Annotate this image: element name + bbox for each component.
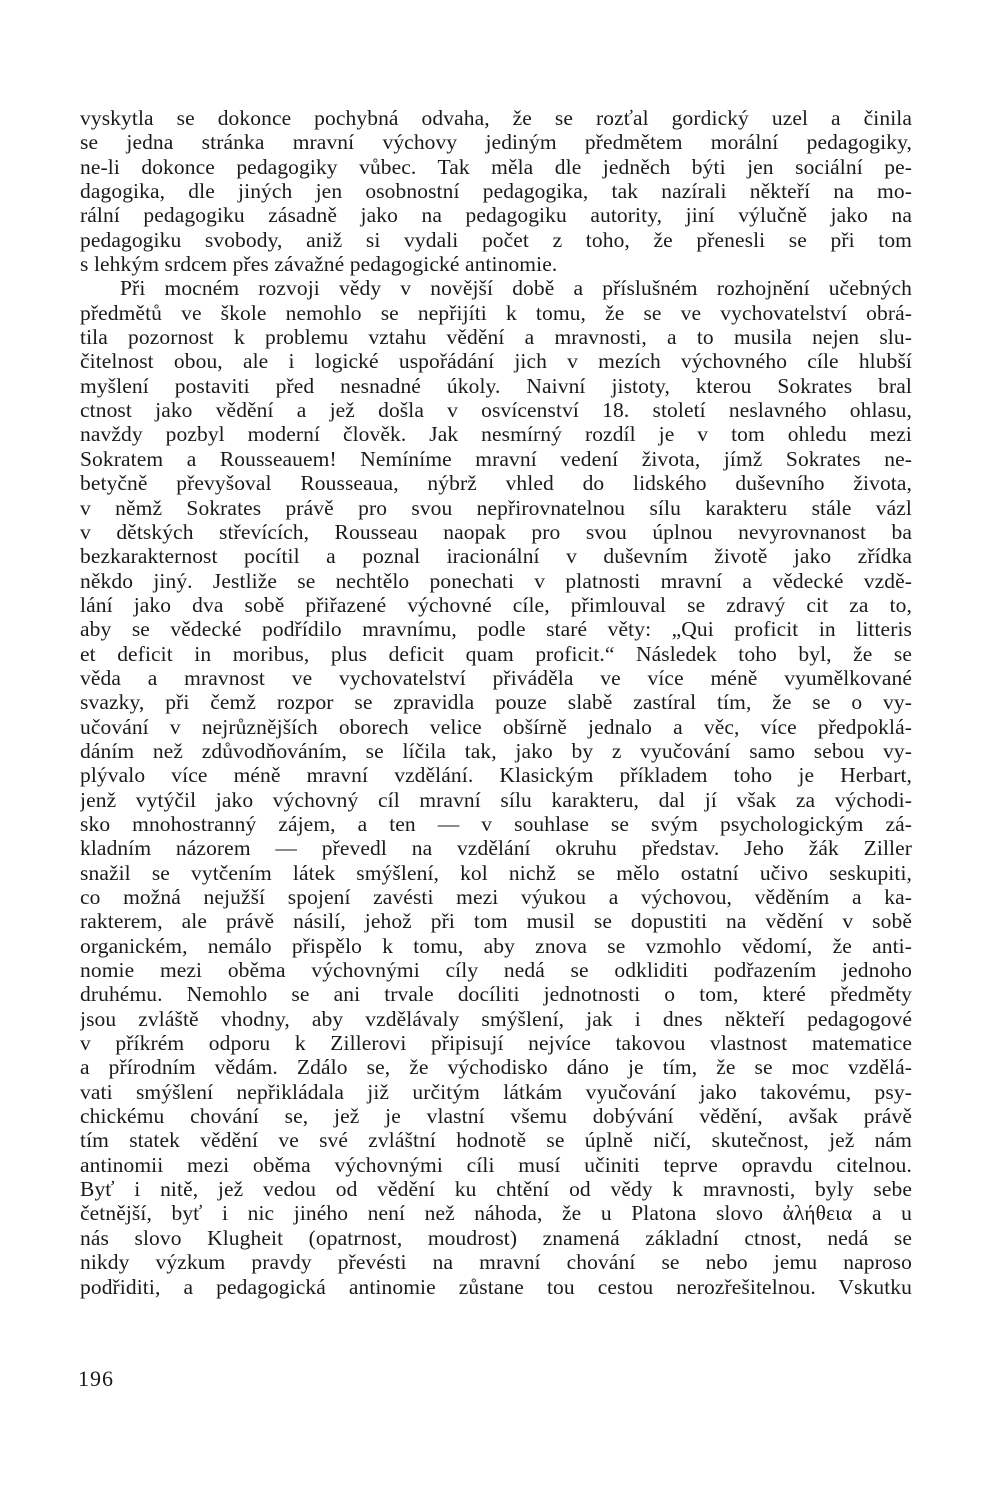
text-line: navždy pozbyl moderní člověk. Jak nesmírný rozdíl je v tom ohledu mezi <box>80 422 912 447</box>
paragraph-1 <box>80 106 912 276</box>
text-line: vyskytla se dokonce pochybná odvaha, že se rozťal gordický uzel a činila <box>80 106 912 130</box>
text-line: ctnost jako vědění a jež došla v osvícenství 18. století neslavného ohlasu, <box>80 398 912 423</box>
text-line: lání jako dva sobě přiřazené výchovné cíle, přimlouval se zdravý cit za to, <box>80 592 912 617</box>
text-line: pedagogiku svobody, aniž si vydali počet z toho, že přenesli se při tom <box>80 227 912 252</box>
text-line: tila pozornost k problemu vztahu vědění a mravnosti, a to musila nejen slu- <box>80 325 912 350</box>
text-line: nás slovo Klugheit (opatrnost, moudrost) znamená základní ctnost, nedá se <box>80 1225 912 1250</box>
text-line: aby se vědecké podřídilo mravnímu, podle staré věty: „Qui proficit in litteris <box>80 617 912 642</box>
text-line: ne-li dokonce pedagogiky vůbec. Tak měla dle jedněch býti jen sociální pe- <box>80 154 912 179</box>
text-line: bezkarakternost pocítil a poznal iracionální v duševním životě jako zřídka <box>80 544 912 569</box>
text-line: v dětských střevících, Rousseau naopak pro svou úplnou nevyrovnanost ba <box>80 519 912 544</box>
text-line: nomie mezi oběma výchovnými cíly nedá se odkliditi podřazením jednoho <box>80 958 912 983</box>
text-line: tím statek vědění ve své zvláštní hodnotě se úplně ničí, skutečnost, jež nám <box>80 1128 912 1153</box>
text-line: a přírodním vědám. Zdálo se, že východisko dáno je tím, že se moc vzdělá- <box>80 1055 912 1080</box>
text-line: organickém, nemálo přispělo k tomu, aby znova se vzmohlo vědomí, že anti- <box>80 933 912 958</box>
text-line: betyčně převyšoval Rousseaua, nýbrž vhled do lidského duševního života, <box>80 471 912 496</box>
text-line: vati smýšlení nepřikládala již určitým látkám vyučování jako takovému, psy- <box>80 1079 912 1104</box>
text-line: svazky, při čemž rozpor se zpravidla pouze slabě zastíral tím, že se o vy- <box>80 690 912 715</box>
text-line: jenž vytýčil jako výchovný cíl mravní sílu karakteru, dal jí však za východi- <box>80 787 912 812</box>
page-text <box>80 106 912 1299</box>
text-line: plývalo více méně mravní vzdělání. Klasickým příkladem toho je Herbart, <box>80 763 912 788</box>
text-line: dagogika, dle jiných jen osobnostní pedagogika, tak nazírali někteří na mo- <box>80 179 912 204</box>
page-number: 196 <box>78 1366 114 1391</box>
text-line: v příkrém odporu k Zillerovi připisují nejvíce takovou vlastnost matematice <box>80 1031 912 1056</box>
text-line: někdo jiný. Jestliže se nechtělo ponechati v platnosti mravní a vědecké vzdě- <box>80 568 912 593</box>
text-line: s lehkým srdcem přes závažné pedagogické antinomie. <box>80 252 558 277</box>
text-line: Byť i nitě, jež vedou od vědění ku chtění od vědy k mravnosti, byly sebe <box>80 1177 912 1202</box>
text-line: myšlení postaviti před nesnadné úkoly. Naivní jistoty, kterou Sokrates bral <box>80 373 912 398</box>
text-line: jsou zvláště vhodny, aby vzdělávaly smýšlení, jak i dnes někteří pedagogové <box>80 1006 912 1031</box>
text-line: druhému. Nemohlo se ani trvale docíliti jednotnosti o tom, které předměty <box>80 982 912 1007</box>
text-line: Při mocném rozvoji vědy v novější době a příslušném rozhojnění učebných <box>120 276 912 301</box>
text-line: se jedna stránka mravní výchovy jediným předmětem morální pedagogiky, <box>80 130 912 155</box>
text-line: rální pedagogiku zásadně jako na pedagogiku autority, jiní výlučně jako na <box>80 203 912 228</box>
text-line: věda a mravnost ve vychovatelství přiváděla ve více méně vyumělkované <box>80 665 912 690</box>
text-line: snažil se vytčením látek smýšlení, kol nichž se mělo ostatní učivo seskupiti, <box>80 860 912 885</box>
text-line: Sokratem a Rousseauem! Nemíníme mravní vedení života, jímž Sokrates ne- <box>80 446 912 471</box>
text-line: sko mnohostranný zájem, a ten — v souhlase se svým psychologickým zá- <box>80 811 912 836</box>
text-line: chickému chování se, jež je vlastní všemu dobývání vědění, avšak právě <box>80 1104 912 1129</box>
text-line: co možná nejužší spojení zavésti mezi výukou a výchovou, věděním a ka- <box>80 885 912 909</box>
text-line: et deficit in moribus, plus deficit quam proficit.“ Následek toho byl, že se <box>80 641 912 666</box>
text-line: učování v nejrůznějších oborech velice obšírně jednalo a věc, více předpoklá- <box>80 714 912 739</box>
text-line: v němž Sokrates právě pro svou nepřirovnatelnou sílu karakteru stále vázl <box>80 495 912 520</box>
text-line: dáním než zdůvodňováním, se líčila tak, jako by z vyučování samo sebou vy- <box>80 738 912 763</box>
text-line: nikdy výzkum pravdy převésti na mravní chování se nebo jemu naproso <box>80 1250 912 1275</box>
text-line: čitelnost obou, ale i logické uspořádání jich v mezích výchovného cíle hlubší <box>80 349 912 374</box>
text-line: četnější, byť i nic jiného není než náhoda, že u Platona slovo ἀλήθεια a u <box>80 1201 912 1226</box>
paragraph-2 <box>80 276 912 1298</box>
text-line: podřiditi, a pedagogická antinomie zůstane tou cestou nerozřešitelnou. Vskutku <box>80 1274 912 1299</box>
text-line: předmětů ve škole nemohlo se nepřijíti k tomu, že se ve vychovatelství obrá- <box>80 300 912 325</box>
text-line: kladním názorem — převedl na vzdělání okruhu představ. Jeho žák Ziller <box>80 836 912 861</box>
text-line: rakterem, ale právě násilí, jehož při tom musil se dopustiti na vědění v sobě <box>80 909 912 934</box>
text-line: antinomii mezi oběma výchovnými cíli musí učiniti teprve opravdu citelnou. <box>80 1152 912 1177</box>
